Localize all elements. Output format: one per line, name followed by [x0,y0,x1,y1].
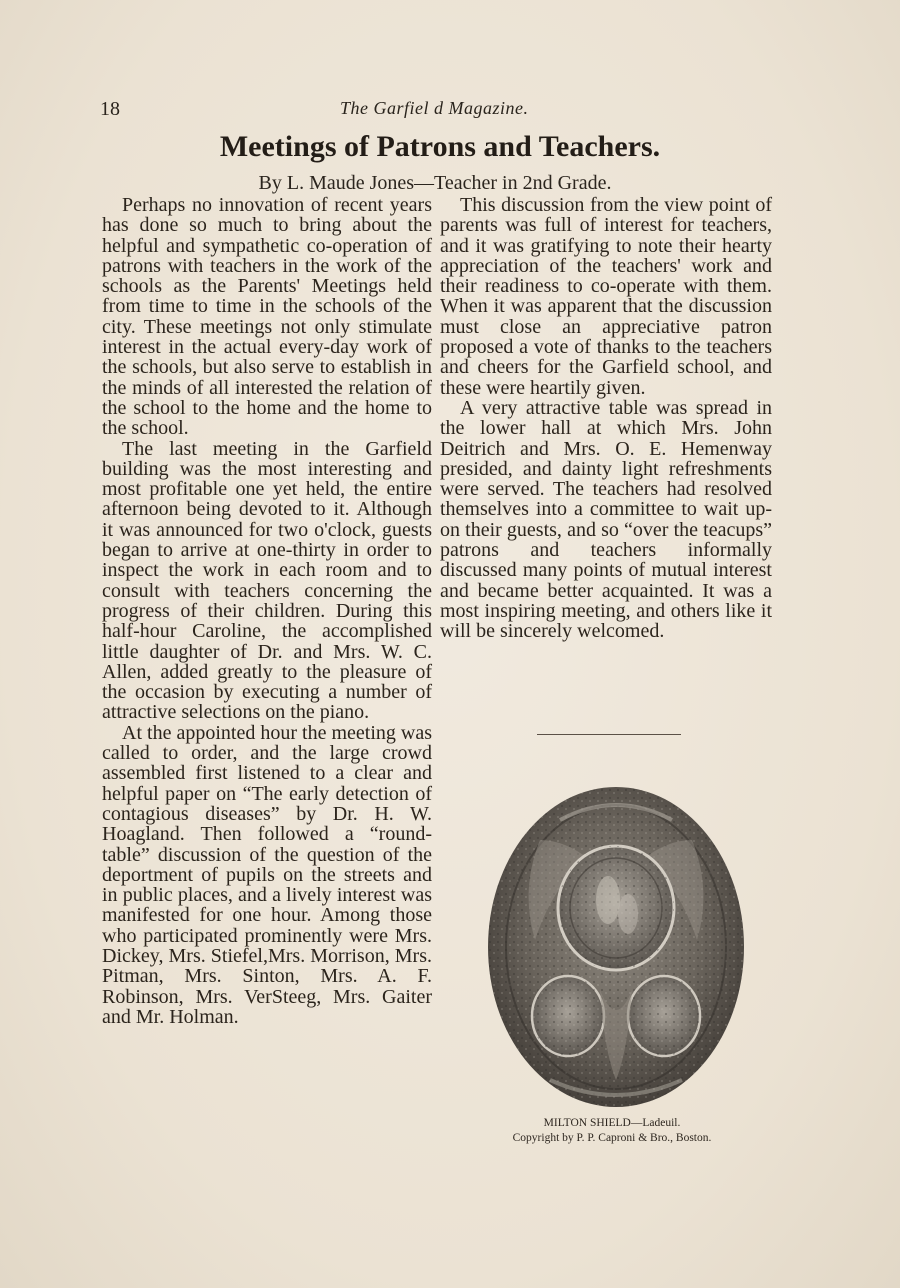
page-number: 18 [100,98,120,120]
article-byline: By L. Maude Jones—Teacher in 2nd Grade. [258,172,612,194]
magazine-title: The Garfiel d Magazine. [340,98,529,118]
paragraph: This discussion from the view point of parents was full of interest for teachers, and it was gratifying to note their hearty appreciation of the teachers' work and their readiness to co-operate with them. When it was apparent that the discussion must close an appreciative patron proposed a vote of thanks to the teachers and cheers for the Garfield school, and these were heartily given. [440,194,772,399]
paragraph: Perhaps no innovation of recent years has done so much to bring about the helpful and sympathetic co-operation of patrons with teachers in the work of the schools as the Parents' Meetings held from time to time in the schools of the city. These meetings not only stimulate interest in the actual every-day work of the schools, but also serve to establish in the minds of all interested the relation of the school to the home and the home to the school. [102,194,432,440]
running-head [100,98,780,126]
caption-title: MILTON SHIELD—Ladeuil. [543,1117,681,1129]
paragraph: The last meeting in the Garfield building was the most interesting and most profitable one yet held, the entire afternoon being devoted to it. Although it was announced for two o'clock, guests began to arrive at one-thirty in order to inspect the work in each room and to consult with teachers concerning the progress of their children. During this half-hour Caroline, the accomplished little daughter of Dr. and Mrs. W. C. Allen, added greatly to the pleasure of the occasion by executing a number of attractive selections on the piano. [102,437,432,724]
section-divider [537,734,681,735]
caption-copyright: Copyright by P. P. Caproni & Bro., Boston. [512,1132,712,1144]
milton-shield-image [480,780,752,1115]
paragraph: A very attractive table was spread in the lower hall at which Mrs. John Deitrich and Mrs. O. E. Hemenway presided, and dainty light refreshments were served. The teachers had resolved themselves into a committee to wait upon their guests, and so “over the teacups” patrons and teachers informally discussed many points of mutual interest and became better acquainted. It was a most inspiring meeting, and others like it will be sincerely welcomed. [440,396,772,643]
left-column [102,195,432,1027]
paragraph: At the appointed hour the meeting was called to order, and the large crowd assembled first listened to a clear and helpful paper on “The early detection of contagious diseases” by Dr. H. W. Hoagland. Then followed a “round-table” discussion of the question of the deportment of pupils on the streets and in public places, and a lively interest was manifested for one hour. Among those who participated prominently were Mrs. Dickey, Mrs. Stiefel,Mrs. Morrison, Mrs. Pitman, Mrs. Sinton, Mrs. A. F. Robinson, Mrs. VerSteeg, Mrs. Gaiter and Mr. Holman. [102,721,432,1028]
article-title: Meetings of Patrons and Teachers. [219,130,661,163]
figure-caption [462,1116,762,1146]
right-column [440,195,772,642]
